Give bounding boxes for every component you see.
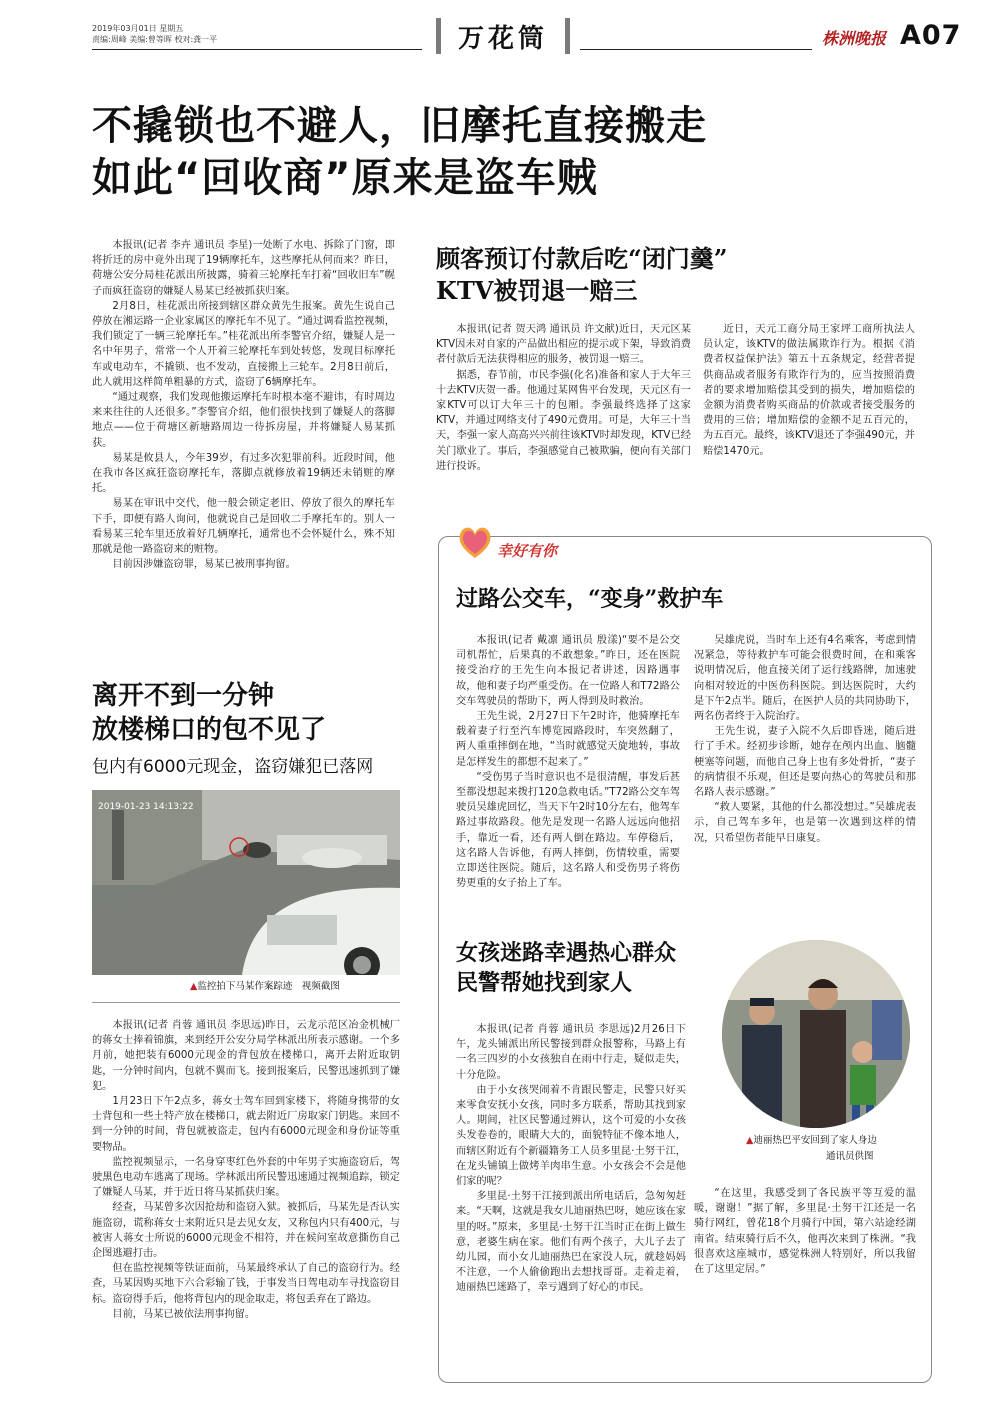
paragraph: 王先生说，2月27日下午2时许，他骑摩托车载着妻子行至汽车博览园路段时，车突然翻了，两人重重摔倒在地，“当时就感觉天旋地转，事故是怎样发生的都想不起来了。” [456,711,680,768]
bag-headline-line1: 离开不到一分钟 [92,681,275,711]
main-headline-line1: 不撬锁也不避人，旧摩托直接搬走 [92,103,707,149]
section-bar-right [565,18,570,54]
girl-headline-line2: 民警帮她找到家人 [456,970,633,996]
paragraph: 多里昆·土努干江接到派出所电话后，急匆匆赶来。“天啊，这就是我女儿迪丽热巴呀，她应该在家里的呀。”原来，多里昆·土努干江当时正在街上做生意，老婆生病在家。他们有两个孩子，大儿子去了幼儿园，而小女儿迪丽热巴在家没人玩，就趁妈妈不注意，一个人偷偷跑出去想找哥哥。走着走着，迪丽热巴迷路了，幸亏遇到了好心的市民。 [456,1191,686,1294]
ktv-article-col1 [436,322,691,474]
girl-family-photo [722,940,910,1128]
paragraph: 1月23日下午2点多，蒋女士驾车回到家楼下，将随身携带的女士背包和一些土特产放在楼梯口，就去附近厂房取家门钥匙。来回不到一分钟的时间，背包就被盗走，包内有6000元现金和身份证等重要物品。 [92,1096,400,1153]
issue-date: 2019年03月01日 星期五 [92,24,184,33]
paragraph: 经查，马某曾多次因抢劫和盗窃入狱。被抓后，马某先是否认实施盗窃，谎称蒋女士来附近只是去见女友，又称包内只有400元，与被害人蒋女士所说的6000元现金不相符，并在候问室故意撕伤自己企图逃避打击。 [92,1202,400,1260]
girl-headline-line1: 女孩迷路幸遇热心群众 [456,940,677,966]
ktv-headline-line2: KTV被罚退一赔三 [436,276,638,305]
paragraph: 王先生说，妻子入院不久后即昏迷，随后进行了手术。经初步诊断，她存在颅内出血、脑髓梗塞等问题，而他自己身上也有多处骨折，“妻子的病情很不乐观，但还是要向热心的驾驶员和那名路人表示感谢。” [694,726,916,799]
paragraph: 目前因涉嫌盗窃罪，易某已被刑事拘留。 [112,559,296,571]
caption-triangle-icon: ▲ [746,1135,754,1146]
good-news-banner: 幸好有你 [497,542,558,560]
paragraph: 易某是攸县人，今年39岁，有过多次犯罪前科。近段时间，他在我市各区疯狂盗窃摩托车，落脚点就修放着19辆还未销赃的摩托。 [92,452,395,495]
header-rule-right [580,49,812,50]
bag-photo-caption: ▲监控拍下马某作案踪迹 视频截图 [190,981,340,992]
paragraph: 本报讯(记者 李卉 通讯员 李星)一处断了水电、拆除了门窗，即将折迁的房中竟外出现了19辆摩托车，这些摩托从何而来？昨日，荷塘公安分局桂花派出所披露，骑着三轮摩托车打着“回收旧车”幌子而疯狂盗窃的嫌疑人易某已经被抓获归案。 [92,240,395,297]
paragraph: 本报讯(记者 戴凛 通讯员 殷漾)“要不是公交司机帮忙，后果真的不敢想象。”昨日，还在医院接受治疗的王先生向本报记者讲述，因路遇事故，他和妻子均严重受伤。在一位路人和T72路公交车驾驶员的帮助下，两人得到及时救治。 [456,635,680,707]
main-headline-line2: 如此“回收商”原来是盗车贼 [92,155,598,201]
bag-subheadline: 包内有6000元现金，盗窃嫌犯已落网 [92,757,374,777]
page-number: A07 [900,20,962,51]
paragraph: 据悉，春节前，市民李强(化名)准备和家人于大年三十去KTV庆贺一番。他通过某网售平台发现，天元区有一家KTV可以订大年三十的包厢。李强最终选择了这家KTV，并通过网络支付了490元费用。可是，大年三十当天，李强一家人高高兴兴前往该KTV时却发现，KTV已经关门歇业了。事后，李强感觉自己被欺骗，便向有关部门进行投诉。 [436,369,691,472]
surveillance-photo [92,790,400,975]
caption-triangle-icon: ▲ [190,981,198,992]
editor-credits: 责编:周峰 美编:曾等晖 校对:龚一平 [92,35,218,44]
girl-family-scene [722,940,910,1128]
paragraph: “救人要紧，其他的什么都没想过。”吴雄虎表示，自己驾车多年，也是第一次遇到这样的情况，只希望伤者能早日康复。 [694,802,916,844]
main-article-body [92,238,395,572]
paragraph: 监控视频显示，一名身穿枣红色外套的中年男子实施盗窃后，驾驶黑色电动车逃离了现场。学林派出所民警迅速通过视频追踪，锁定了嫌疑人马某，并于近日将马某抓获归案。 [92,1156,400,1199]
bus-headline: 过路公交车，“变身”救护车 [456,586,724,612]
bag-article-body [92,1018,400,1322]
girl-article-col2 [694,1186,916,1277]
ktv-article-col2 [703,322,915,459]
bus-article-col1 [456,633,680,891]
paragraph: 2月8日，桂花派出所接到辖区群众黄先生报案。黄先生说自己停放在湘运路一企业家属区的摩托车不见了。“通过调看监控视频，我们锁定了一辆三轮摩托车。”桂花派出所李警官介绍，嫌疑人是一名中年男子，常常一个人开着三轮摩托车到处转悠，发现目标摩托车或电动车，不撬锁、也不发动，直接搬上三轮车。2月8日前后，此人就用这样简单粗暴的方式，盗窃了6辆摩托车。 [92,300,395,388]
ktv-headline-line1: 顾客预订付款后吃“闭门羹” [436,244,728,273]
surveillance-scene [92,790,400,975]
header-rule-left [92,49,422,50]
paragraph: “通过观察，我们发现他搬运摩托车时根本毫不避讳，有时周边来来往往的人还很多。”李警官介绍，他们很快找到了嫌疑人的落脚地点——位于荷塘区新塘路周边一待拆房屋，并将嫌疑人易某抓获。 [92,392,395,449]
paragraph: 由于小女孩哭闹着不肯跟民警走，民警只好买来零食安抚小女孩，同时多方联系，帮助其找到家人。期间，社区民警通过辨认，这个可爱的小女孩头发卷卷的，眼睛大大的，面貌特征不像本地人，而辖区附近有个新疆籍务工人员多里昆·土努干江，在龙头铺镇上做烤羊肉串生意。小女孩会不会是他们家的呢？ [456,1084,686,1188]
paragraph: 吴雄虎说，当时车上还有4名乘客，考虑到情况紧急，等待救护车可能会很费时间，在和乘客说明情况后，他直接关闭了运行线路牌，加速驶向相对较近的中医伤科医院。到达医院时，大约是下午2点半。随后，在医护人员的共同协助下，两名伤者终于入院治疗。 [694,635,916,723]
photo-timestamp: 2019-01-23 14:13:22 [98,802,194,812]
paragraph: 本报讯(记者 贺天鸿 通讯员 许文献)近日，天元区某KTV因未对自家的产品做出相应的提示或下架，导致消费者付款后无法获得相应的服务，被罚退一赔三。 [436,324,691,366]
section-title: 万花筒 [458,24,549,54]
heart-icon [455,522,495,562]
photo-divider [92,1002,400,1003]
masthead-logo: 株洲晚报 [822,29,887,48]
girl-article-col1 [456,1022,686,1296]
section-bar-left [436,18,441,54]
bag-headline-line2: 放楼梯口的包不见了 [92,715,327,745]
paragraph: “在这里，我感受到了各民族平等互爱的温暖，谢谢！”据了解，多里昆·土努干江还是一名骑行网红，曾花18个月骑行中国，第六站途经湖南省。结束骑行后不久，他再次来到了株洲。“我很喜欢这座城市，感觉株洲人特别好，所以我留在了这里定居。” [694,1188,916,1276]
bus-article-col2 [694,633,916,846]
paragraph: 本报讯(记者 肖蓉 通讯员 李思远)昨日，云龙示范区冶金机械厂的蒋女士捧着锦旗，来到经开公安分局学林派出所表示感谢。一个多月前，她把装有6000元现金的背包放在楼梯口，离开去附近取钥匙，一分钟时间内，包就不翼而飞。接到报案后，民警迅速抓到了嫌犯。 [92,1020,400,1092]
paragraph: “受伤男子当时意识也不是很清醒，事发后甚至都没想起来拨打120急救电话。”T72路公交车驾驶员吴雄虎回忆，当天下午2时10分左右，他驾车路过事故路段。他先是发现一名路人远远向他招手，靠近一看，还有两人倒在路边。车停稳后，这名路人告诉他，有两人摔倒，伤情较重，需要立即送往医院。随后，这名路人和受伤男子将伤势更重的女子抬上了车。 [456,771,680,890]
girl-photo-credit: 通讯员供图 [826,1151,874,1162]
girl-photo-caption: ▲迪丽热巴平安回到了家人身边 [746,1135,877,1146]
paragraph: 近日，天元工商分局王家坪工商所执法人员认定，该KTV的做法属欺诈行为。根据《消费者权益保护法》第五十五条规定，经营者提供商品或者服务有欺诈行为的，应当按照消费者的要求增加赔偿其受到的损失，增加赔偿的金额为消费者购买商品的价款或者接受服务的费用的三倍；增加赔偿的金额不足五百元的，为五百元。最终，该KTV退还了李强490元，并赔偿1470元。 [703,324,915,457]
paragraph: 本报讯(记者 肖蓉 通讯员 李思远)2月26日下午，龙头铺派出所民警接到群众报警称，马路上有一名三四岁的小女孩独自在雨中行走，疑似走失，十分危险。 [456,1024,686,1081]
paragraph: 目前，马某已被依法刑事拘留。 [112,1308,256,1320]
paragraph: 易某在审讯中交代，他一般会锁定老旧、停放了很久的摩托车下手，即便有路人询问，他就说自己是回收二手摩托车的。别人一看易某三轮车里还放着好几辆摩托，通常也不会怀疑什么，殊不知那就是他一路盗窃来的赃物。 [92,498,395,556]
paragraph: 但在监控视频等铁证面前，马某最终承认了自己的盗窃行为。经查，马某因购买地下六合彩输了钱，于事发当日驾电动车寻找盗窃目标。盗窃得手后，他将背包内的现金取走，将包丢弃在了路边。 [92,1263,400,1305]
